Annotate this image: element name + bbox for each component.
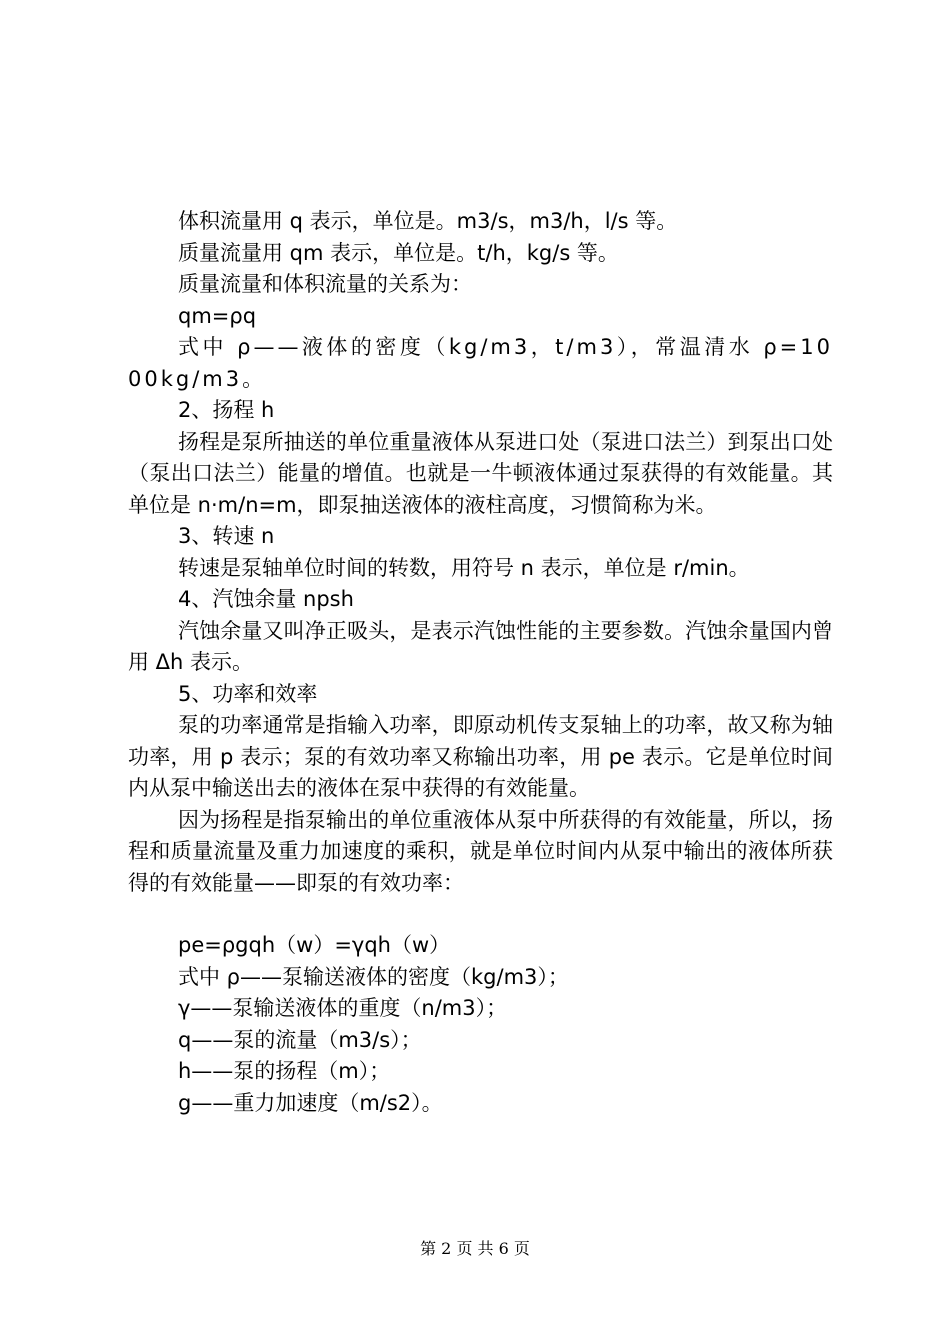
paragraph-npsh-definition: 汽蚀余量又叫净正吸头，是表示汽蚀性能的主要参数。汽蚀余量国内曾用 Δh 表示。 [128,618,833,674]
heading-speed: 3、转速 n [178,524,275,548]
paragraph-effective-power: 因为扬程是指泵输出的单位重液体从泵中所获得的有效能量，所以，扬程和质量流量及重力加速度的乘积，就是单位时间内从泵中输出的液体所获得的有效能量——即泵的有效功率： [128,807,833,895]
paragraph-density-definition: 式中 ρ——液体的密度（kg/m3，t/m3），常温清水 ρ=1000kg/m3。 [128,335,833,391]
paragraph-volume-flow: 体积流量用 q 表示，单位是。m3/s，m3/h，l/s 等。 [178,209,678,233]
legend-head: h——泵的扬程（m）； [178,1059,391,1083]
legend-density: 式中 ρ——泵输送液体的密度（kg/m3）； [178,964,569,989]
paragraph-flow-relation: 质量流量和体积流量的关系为： [178,272,472,296]
paragraph-power-definition: 泵的功率通常是指输入功率，即原动机传支泵轴上的功率，故又称为轴功率，用 p 表示；泵的有效功率又称输出功率，用 pe 表示。它是单位时间内从泵中输送出去的液体在泵中获得的有效能量。 [128,713,833,800]
paragraph-mass-flow: 质量流量用 qm 表示，单位是。t/h，kg/s 等。 [178,240,619,265]
paragraph-head-definition: 扬程是泵所抽送的单位重量液体从泵进口处（泵进口法兰）到泵出口处（泵出口法兰）能量的增值。也就是一牛顿液体通过泵获得的有效能量。其单位是 n·m/n=m，即泵抽送液体的液柱高度，习惯简称为米。 [128,429,833,517]
legend-gravity: g——重力加速度（m/s2）。 [178,1090,443,1115]
formula-effective-power: pe=ρgqh（w）=γqh（w） [178,933,451,957]
formula-mass-flow: qm=ρq [178,303,257,328]
paragraph-speed-definition: 转速是泵轴单位时间的转数，用符号 n 表示，单位是 r/min。 [178,555,750,580]
page-number-footer: 第 2 页 共 6 页 [420,1239,530,1258]
legend-specific-weight: γ——泵输送液体的重度（n/m3）； [178,996,508,1020]
heading-power-efficiency: 5、功率和效率 [178,681,318,706]
heading-npsh: 4、汽蚀余量 npsh [178,587,354,611]
legend-flow: q——泵的流量（m3/s）； [178,1027,422,1052]
heading-head: 2、扬程 h [178,398,275,422]
document-body [128,206,833,1119]
